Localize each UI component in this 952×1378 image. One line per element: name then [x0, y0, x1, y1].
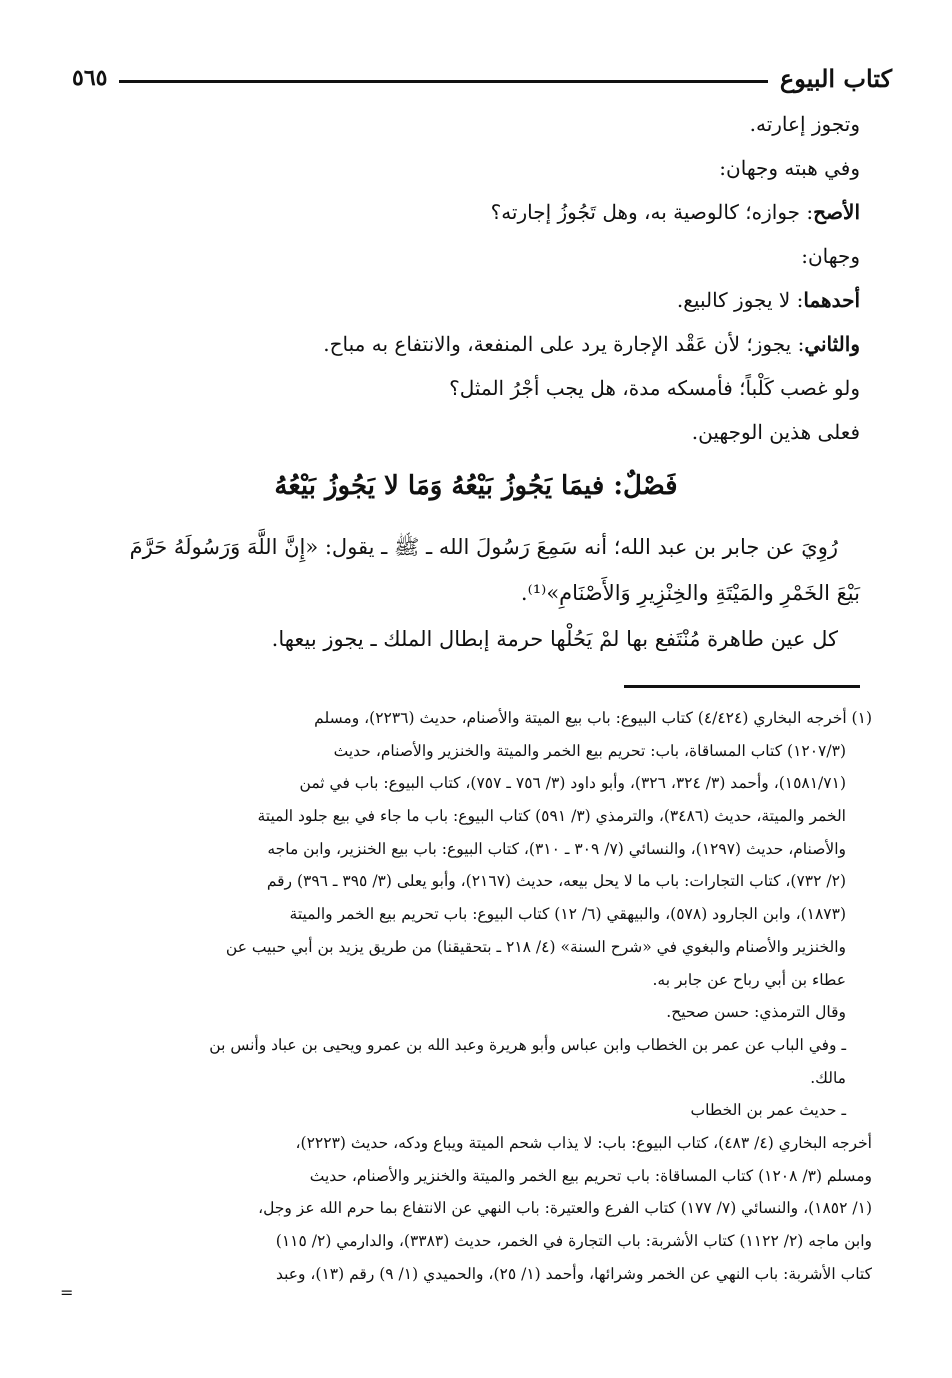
footnote-line: (١٨٧٣)، وابن الجارود (٥٧٨)، والبيهقي (٦/ ١٢) كتاب البيوع: باب تحريم بيع الخمر والميتة [289, 905, 846, 924]
label-second: والثاني [804, 332, 860, 356]
text-line [92, 322, 860, 366]
hadith-paragraph [92, 524, 860, 662]
footnote-line: (١) أخرجه البخاري (٤/٤٢٤) كتاب البيوع: باب بيع الميتة والأصنام، حديث (٢٢٣٦)، ومسلم [314, 709, 872, 727]
line-text: : يجوز؛ لأن عَقْد الإجارة يرد على المنفعة، والانتفاع به مباح. [323, 332, 805, 356]
text-line: ولو غصب كَلْباً؛ فأمسكه مدة، هل يجب أجْرُ المثل؟ [449, 376, 860, 400]
footnote-line: مالك. [810, 1068, 846, 1087]
page-header [72, 58, 892, 98]
footnote-line: ـ حديث عمر بن الخطاب [690, 1101, 846, 1120]
footnote-line: (١٥٨١/٧١)، وأحمد (٣/ ٣٢٤، ٣٢٦)، وأبو داود (٣/ ٧٥٦ ـ ٧٥٧)، كتاب البيوع: باب في ثمن [299, 774, 846, 793]
hadith-line: رُوِيَ عن جابر بن عبد الله؛ أنه سَمِعَ رَسُولَ الله ـ ﷺ ـ يقول: «إِنَّ اللَّهَ وَرَسُولَهُ حَرَّمَ [129, 535, 838, 559]
text-line: وجهان: [801, 244, 860, 268]
running-title: كتاب البيوع [779, 63, 892, 93]
text-line: وفي هبته وجهان: [719, 156, 860, 180]
footnote-line: والخنزير والأصنام والبغوي في «شرح السنة» (٤/ ٢١٨ ـ بتحقيقنا) من طريق يزيد بن أبي حبيب عن [225, 937, 846, 956]
label-asah: الأصح [813, 200, 860, 224]
page-number: ٥٦٥ [72, 65, 108, 91]
footnote-line: وابن ماجه (٢/ ١١٢٢) كتاب الأشربة: باب التجارة في الخمر، حديث (٣٣٨٣)، والدارمي (٢/ ١١٥) [275, 1232, 872, 1250]
text-line [92, 190, 860, 234]
rule-statement: كل عين طاهرة مُنْتَفع بها لمْ يَحُلْها حرمة إبطال الملك ـ يجوز بيعها. [271, 627, 838, 651]
label-first: أحدهما [803, 288, 860, 312]
main-text [92, 102, 860, 662]
text-line [92, 278, 860, 322]
hadith-line: بَيْعَ الخَمْرِ والمَيْتَةِ والخِنْزِيرِ وَالأَصْنَامِ»⁽¹⁾. [520, 581, 860, 605]
footnotes [78, 702, 872, 1290]
line-text: : جوازه؛ كالوصية به، وهل تَجُوزُ إجارته؟ [490, 200, 814, 224]
footnote-line: (١/ ١٨٥٢)، والنسائي (٧/ ١٧٧) كتاب الفرع والعتيرة: باب النهي عن الانتفاع بما حرم الله عز وجل، [258, 1199, 872, 1218]
footnote-line: والأصنام، حديث (١٢٩٧)، والنسائي (٧/ ٣٠٩ ـ ٣١٠)، كتاب البيوع: باب بيع الخنزير، وابن ماجه [267, 839, 846, 858]
footnote-line: عطاء بن أبي رباح عن جابر به. [652, 970, 846, 989]
footnote-separator [624, 685, 860, 688]
text-line: فعلى هذين الوجهين. [691, 420, 860, 444]
line-text: : لا يجوز كالبيع. [676, 288, 804, 312]
footnote-line: ومسلم (٣/ ١٢٠٨) كتاب المساقاة: باب تحريم بيع الخمر والميتة والخنزير والأصنام، حديث [309, 1166, 872, 1185]
footnote-line: وقال الترمذي: حسن صحيح. [666, 1003, 846, 1022]
continuation-mark: = [60, 1283, 74, 1302]
footnote-line: ـ وفي الباب عن عمر بن الخطاب وابن عباس وأبو هريرة وعبد الله بن عمرو ويحيى بن عباد وأنس بن [209, 1035, 846, 1054]
header-rule [119, 80, 767, 83]
section-heading: فَصْلٌ: فيمَا يَجُوزُ بَيْعُهُ وَمَا لا يَجُوزُ بَيْعُهُ [274, 471, 678, 501]
text-line: وتجوز إعارته. [749, 112, 860, 136]
footnote-line: أخرجه البخاري (٤/ ٤٨٣)، كتاب البيوع: باب: لا يذاب شحم الميتة ويباع ودكه، حديث (٢٢٢٣)، [295, 1133, 872, 1152]
footnote-line: (٢/ ٧٣٢)، كتاب التجارات: باب ما لا يحل بيعه، حديث (٢١٦٧)، وأبو يعلى (٣/ ٣٩٥ ـ ٣٩٦) رقم [266, 872, 846, 891]
footnote-line: (١٢٠٧/٣) كتاب المساقاة، باب: تحريم بيع الخمر والميتة والخنزير والأصنام، حديث [333, 741, 846, 760]
footnote-line: الخمر والميتة، حديث (٣٤٨٦)، والترمذي (٣/ ٥٩١) كتاب البيوع: باب ما جاء في بيع جلود الميتة [257, 807, 846, 826]
footnote-line: كتاب الأشربة: باب النهي عن الخمر وشرائها، وأحمد (١/ ٢٥)، والحميدي (١/ ٩) رقم (١٣)، وعبد [275, 1264, 872, 1283]
